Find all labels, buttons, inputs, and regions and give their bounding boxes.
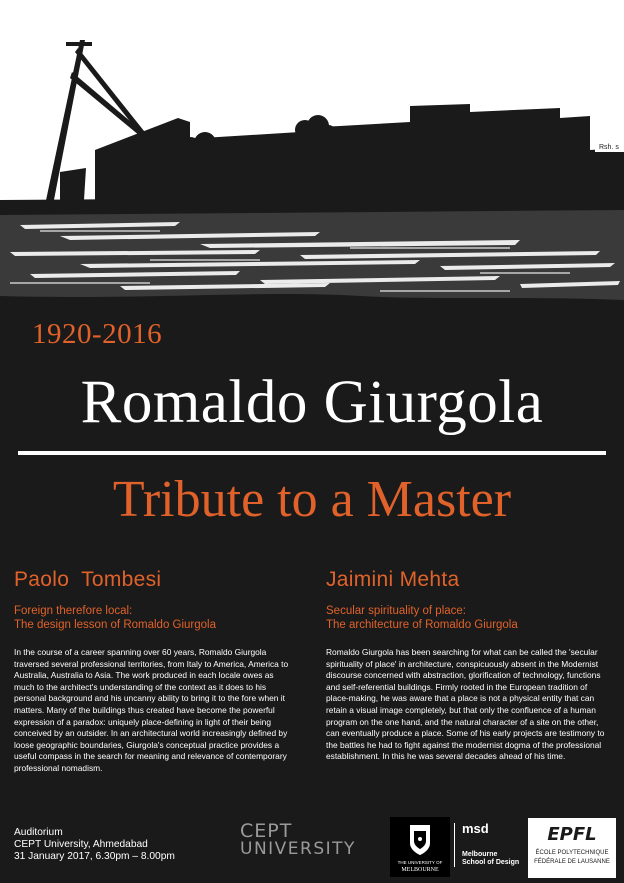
melbourne-logo-text: THE UNIVERSITY OF: [397, 860, 443, 865]
venue-line: Auditorium: [14, 827, 63, 838]
venue-details: [14, 827, 175, 862]
msd-logo-text: Melbourne: [462, 851, 498, 858]
msd-logo-text: msd: [462, 821, 489, 836]
melbourne-school-of-design-logo: [454, 817, 524, 877]
talk-abstract: Romaldo Giurgola has been searching for what can be called the 'secular spirituality of place' in architecture, conspicuously absent in the Modernist discourse concerned with abstraction, glorification of technology, functions and self-referential buildings. Firmly rooted in the European tradition of place-making, he was aware that a place is not a physical entity that can retain a visual image completely, but that only the confluence of a human program on the one hand, and the natural character of a site on the other, can eventually produce a place. Some of his early projects are testimony to the battles he had to fight against the modernist dogma of the professional establishment. In this he was several decades ahead of his time.: [326, 647, 605, 762]
event-title: Tribute to a Master: [112, 471, 512, 528]
epfl-logo: [528, 818, 616, 878]
speaker-name: Paolo Tombesi: [14, 568, 162, 591]
university-of-melbourne-logo: [390, 817, 450, 877]
talk-title-line: The design lesson of Romaldo Giurgola: [14, 619, 217, 631]
talk-title: [14, 604, 296, 632]
epfl-logo-text: ÉCOLE POLYTECHNIQUE: [535, 850, 609, 856]
cept-university-logo: [240, 822, 356, 858]
epfl-logo-text: FÉDÉRALE DE LAUSANNE: [534, 859, 610, 865]
speaker-column-left: [14, 568, 296, 775]
talk-title-line: Foreign therefore local:: [14, 605, 133, 617]
divider-rule: [18, 451, 606, 455]
talk-title-line: Secular spirituality of place:: [326, 605, 466, 617]
talk-title-line: The architecture of Romaldo Giurgola: [326, 619, 518, 631]
speaker-name: Jaimini Mehta: [326, 568, 460, 591]
talk-title: [326, 604, 611, 632]
years-range: 1920-2016: [32, 318, 163, 350]
msd-logo-text: School of Design: [462, 859, 520, 866]
cept-logo-text: UNIVERSITY: [240, 839, 356, 859]
cept-logo-text: CEPT: [240, 820, 293, 842]
venue-datetime: 31 January 2017, 6.30pm – 8.00pm: [14, 850, 175, 862]
venue-line: CEPT University, Ahmedabad: [14, 838, 148, 850]
melbourne-logo-text: MELBOURNE: [401, 867, 439, 873]
speaker-column-right: [326, 568, 611, 763]
epfl-logo-text: EPFL: [547, 824, 597, 845]
talk-abstract: In the course of a career spanning over 60 years, Romaldo Giurgola traversed several professional territories, from Italy to America, America to Australia, Australia to Asia. The work produced in each locale owes as much to the architect's understanding of the context as it does to his personal background and his uncanny ability to bring it to the fore when it matters. Many of the buildings thus created have become the powerful expression of a paradox: uniquely place-defining in light of their being conceived by an outsider. In an architectural world increasingly defined by loose geographic boundaries, Giurgola's conceptual practice provides a useful compass in the search for meaning and relevance of contemporary professional nomadism.: [14, 647, 289, 773]
honoree-name: Romaldo Giurgola: [80, 369, 544, 436]
sign-text: Rsh. s: [599, 144, 619, 151]
